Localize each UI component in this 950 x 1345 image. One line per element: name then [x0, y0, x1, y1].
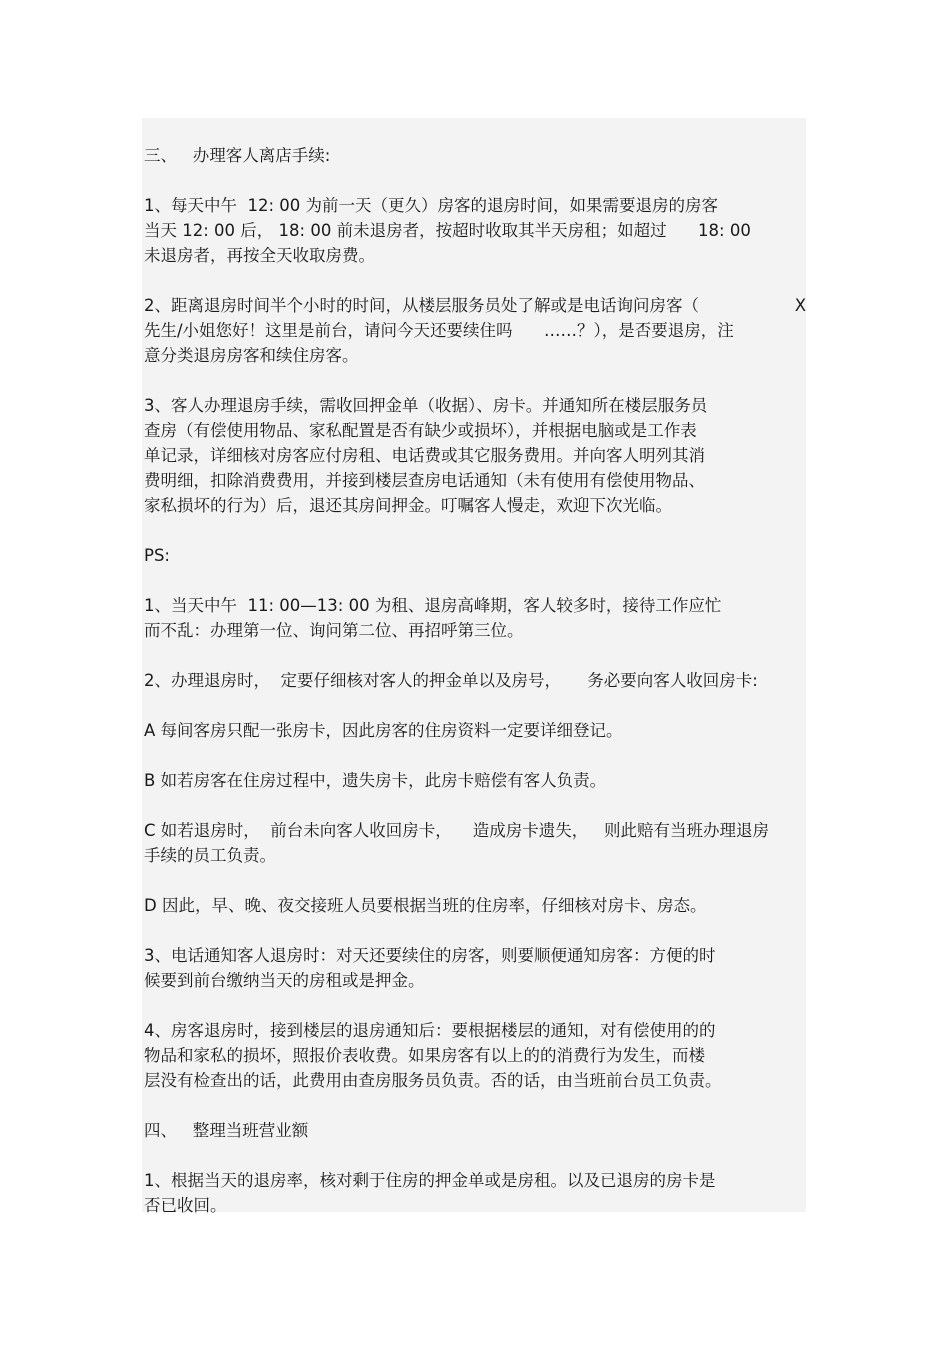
section-3-item-3-line-4: 费明细，扣除消费费用，并接到楼层查房电话通知（未有使用有偿使用物品、	[144, 471, 705, 490]
ps-label: PS:	[144, 546, 170, 565]
ps-item-3-line-1: 3、电话通知客人退房时：对天还要续住的房客，则要顺便通知房客：方便的时	[144, 946, 716, 965]
ps-item-4-line-2: 物品和家私的损坏，照报价表收费。如果房客有以上的的消费行为发生，而楼	[144, 1046, 705, 1065]
ps-item-4-line-3: 层没有检查出的话，此费用由查房服务员负责。否的话，由当班前台员工负责。	[144, 1071, 722, 1090]
section-3-item-2-line-1	[144, 293, 806, 318]
ps-item-1-line-2: 而不乱：办理第一位、询问第二位、再招呼第三位。	[144, 621, 524, 640]
section-3-item-1-line-3: 未退房者，再按全天收取房费。	[144, 246, 375, 265]
section-3-heading: 三、 办理客人离店手续:	[144, 146, 331, 165]
section-3-item-3-line-3: 单记录，详细核对房客应付房租、电话费或其它服务费用。并向客人明列其消	[144, 446, 705, 465]
ps-item-3-line-2: 候要到前台缴纳当天的房租或是押金。	[144, 971, 425, 990]
section-3-item-3-line-5: 家私损坏的行为）后，退还其房间押金。叮嘱客人慢走，欢迎下次光临。	[144, 496, 672, 515]
ps-item-1-line-1: 1、当天中午 11: 00—13: 00 为租、退房高峰期，客人较多时，接待工作应忙	[144, 596, 722, 615]
section-3-item-2-line-3: 意分类退房房客和续住房客。	[144, 346, 359, 365]
document-body	[144, 118, 806, 1218]
section-4-item-1-line-2: 否已收回。	[144, 1196, 227, 1215]
section-4-item-1-line-1: 1、根据当天的退房率，核对剩于住房的押金单或是房租。以及已退房的房卡是	[144, 1171, 716, 1190]
section-4-heading: 四、 整理当班营业额	[144, 1121, 309, 1140]
ps-item-c-line-2: 手续的员工负责。	[144, 846, 276, 865]
section-3-item-2-line-1-text: 2、距离退房时间半个小时的时间，从楼层服务员处了解或是电话询问房客（	[144, 296, 699, 315]
section-3-item-2-line-1-x: X	[794, 296, 806, 315]
ps-item-a: A 每间客房只配一张房卡，因此房客的住房资料一定要详细登记。	[144, 721, 623, 740]
section-3-item-3-line-1: 3、客人办理退房手续，需收回押金单（收据）、房卡。并通知所在楼层服务员	[144, 396, 708, 415]
ps-item-b: B 如若房客在住房过程中，遗失房卡，此房卡赔偿有客人负责。	[144, 771, 607, 790]
section-3-item-2-line-2: 先生/小姐您好！这里是前台，请问今天还要续住吗 ……？），是否要退房，注	[144, 321, 734, 340]
ps-item-2: 2、办理退房时， 定要仔细核对客人的押金单以及房号， 务必要向客人收回房卡:	[144, 671, 758, 690]
section-3-item-1-line-1: 1、每天中午 12: 00 为前一天（更久）房客的退房时间，如果需要退房的房客	[144, 196, 719, 215]
section-3-item-3-line-2: 查房（有偿使用物品、家私配置是否有缺少或损坏），并根据电脑或是工作表	[144, 421, 697, 440]
ps-item-4-line-1: 4、房客退房时，接到楼层的退房通知后：要根据楼层的通知，对有偿使用的的	[144, 1021, 716, 1040]
ps-item-d: D 因此，早、晚、夜交接班人员要根据当班的住房率，仔细核对房卡、房态。	[144, 896, 707, 915]
section-3-item-1-line-2: 当天 12: 00 后， 18: 00 前未退房者，按超时收取其半天房租；如超过 18: 00	[144, 221, 751, 240]
ps-item-c-line-1: C 如若退房时， 前台未向客人收回房卡， 造成房卡遗失， 则此赔有当班办理退房	[144, 821, 769, 840]
